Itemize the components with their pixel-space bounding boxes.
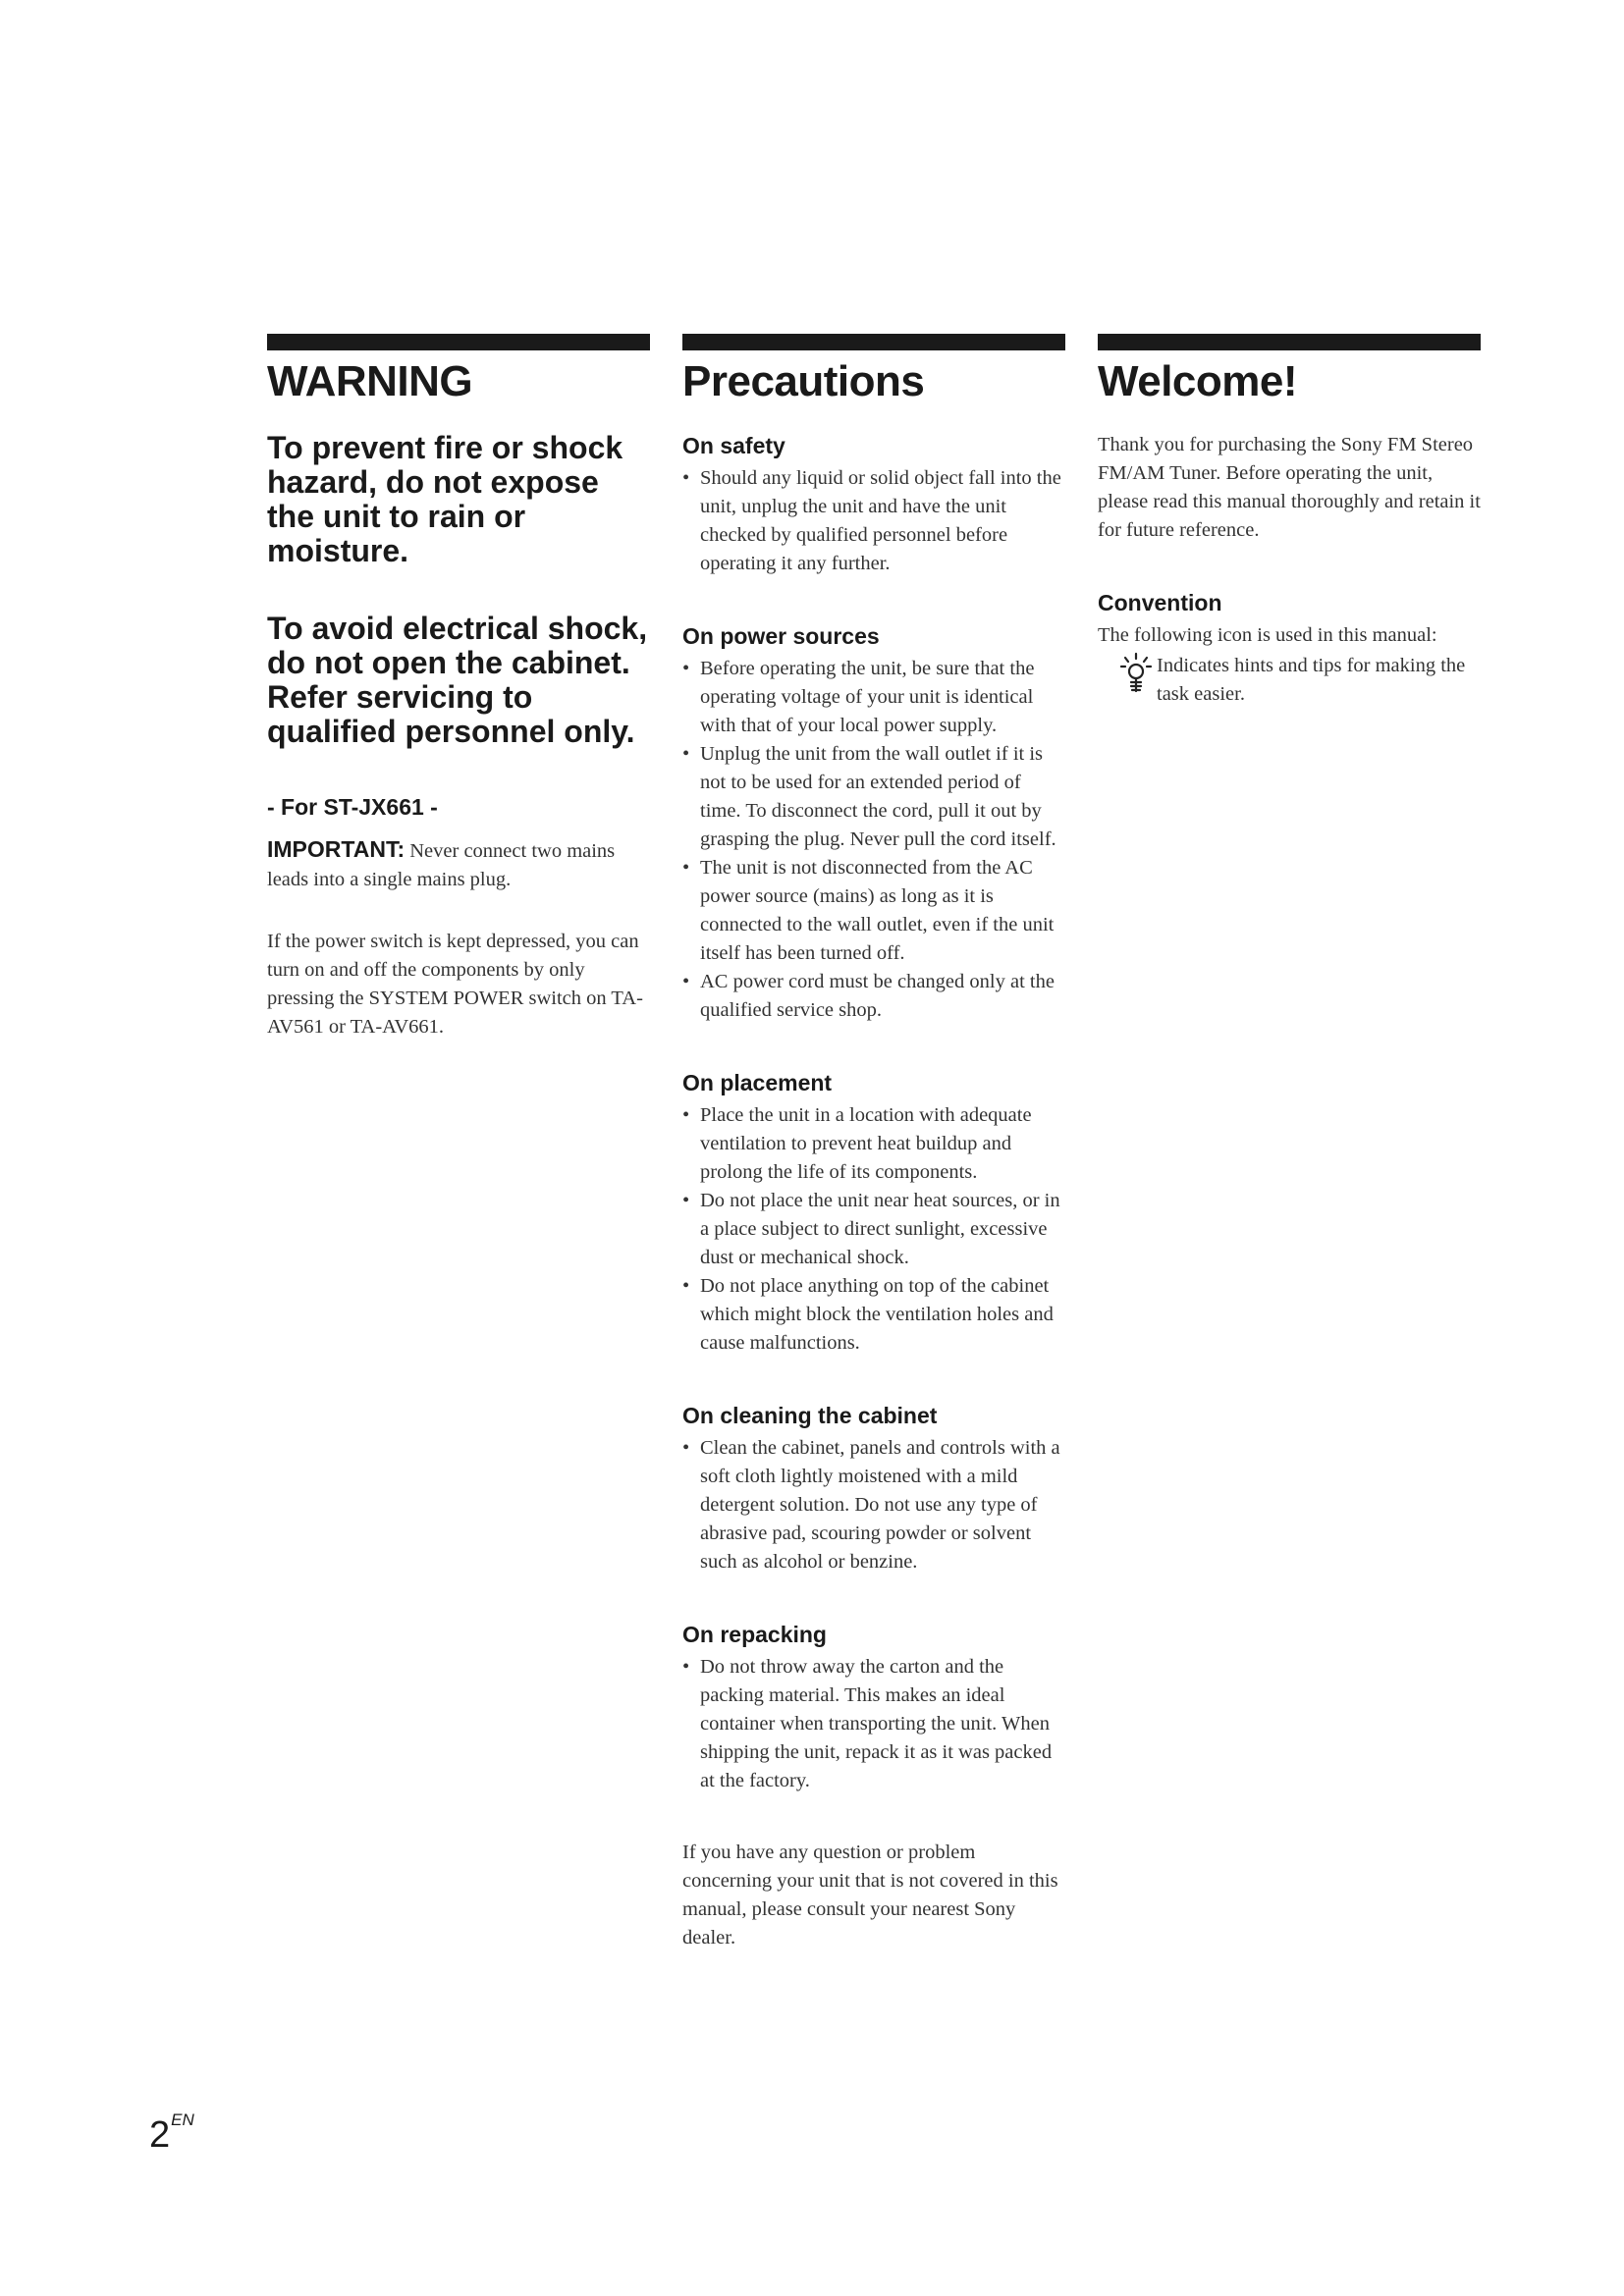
welcome-intro: Thank you for purchasing the Sony FM Stereo FM/AM Tuner. Before operating the unit, please read this manual thoroughly and retain it for future reference. xyxy=(1098,434,1481,541)
important-label: IMPORTANT: xyxy=(267,836,406,862)
fire-shock-warning: To prevent fire or shock hazard, do not expose the unit to rain or moisture. xyxy=(267,430,623,568)
bullet-item: • Should any liquid or solid object fall into the unit, unplug the unit and have the unit checked by qualified personnel before operating it any further. xyxy=(682,464,1065,578)
tip-description: Indicates hints and tips for making the task easier. xyxy=(1157,655,1466,705)
section-heading: On power sources xyxy=(682,623,880,649)
important-note xyxy=(267,835,650,894)
section-heading: On placement xyxy=(682,1070,833,1095)
warning-column xyxy=(267,334,650,1041)
precaution-section-safety xyxy=(682,431,1065,578)
bullet-item: • AC power cord must be changed only at the qualified service shop. xyxy=(682,968,1065,1025)
bullet-item: • Before operating the unit, be sure that the operating voltage of your unit is identical with that of your local power supply. xyxy=(682,655,1065,740)
electrical-shock-warning: To avoid electrical shock, do not open the cabinet. Refer servicing to qualified personnel only. xyxy=(267,611,648,749)
precautions-column xyxy=(682,334,1065,1952)
page-language-suffix: EN xyxy=(171,2110,194,2129)
closing-note: If you have any question or problem concerning your unit that is not covered in this manual, please consult your nearest Sony dealer. xyxy=(682,1842,1058,1949)
precaution-section-repacking xyxy=(682,1620,1065,1795)
bullet-item: • Do not place the unit near heat sources, or in a place subject to direct sunlight, excessive dust or mechanical shock. xyxy=(682,1187,1065,1272)
section-heading: On cleaning the cabinet xyxy=(682,1403,938,1428)
welcome-title: Welcome! xyxy=(1098,357,1298,405)
warning-title: WARNING xyxy=(267,357,473,405)
section-rule xyxy=(682,334,1065,350)
bullet-item: • Place the unit in a location with adequate ventilation to prevent heat buildup and prolong the life of its components. xyxy=(682,1101,1065,1187)
power-switch-note: If the power switch is kept depressed, you can turn on and off the components by only pressing the SYSTEM POWER switch on TA-AV561 or TA-AV661. xyxy=(267,931,643,1038)
page-number xyxy=(149,2110,194,2157)
page-number-value: 2 xyxy=(149,2114,171,2156)
lightbulb-icon xyxy=(1098,652,1157,700)
section-rule xyxy=(267,334,650,350)
important-text: Never connect two mains leads into a single mains plug. xyxy=(267,840,616,890)
model-label: - For ST-JX661 - xyxy=(267,794,438,820)
convention-heading: Convention xyxy=(1098,590,1222,615)
section-heading: On safety xyxy=(682,433,785,458)
bullet-item: • The unit is not disconnected from the AC power source (mains) as long as it is connected to the wall outlet, even if the unit itself has been turned off. xyxy=(682,854,1065,968)
bullet-item: • Do not place anything on top of the cabinet which might block the ventilation holes and cause malfunctions. xyxy=(682,1272,1065,1358)
precaution-section-placement xyxy=(682,1068,1065,1358)
bullet-item: • Do not throw away the carton and the packing material. This makes an ideal container when transporting the unit. When shipping the unit, repack it as it was packed at the factory. xyxy=(682,1653,1065,1795)
precaution-section-power xyxy=(682,621,1065,1025)
precautions-title: Precautions xyxy=(682,357,925,405)
section-rule xyxy=(1098,334,1481,350)
section-heading: On repacking xyxy=(682,1622,827,1647)
welcome-column xyxy=(1098,334,1481,709)
precaution-section-cleaning xyxy=(682,1401,1065,1576)
convention-text: The following icon is used in this manual: xyxy=(1098,624,1437,646)
tip-convention xyxy=(1098,652,1481,709)
bullet-item: • Clean the cabinet, panels and controls with a soft cloth lightly moistened with a mild detergent solution. Do not use any type of abrasive pad, scouring powder or solvent such as alcohol or benzine. xyxy=(682,1434,1065,1576)
bullet-item: • Unplug the unit from the wall outlet if it is not to be used for an extended period of time. To disconnect the cord, pull it out by grasping the plug. Never pull the cord itself. xyxy=(682,740,1065,854)
